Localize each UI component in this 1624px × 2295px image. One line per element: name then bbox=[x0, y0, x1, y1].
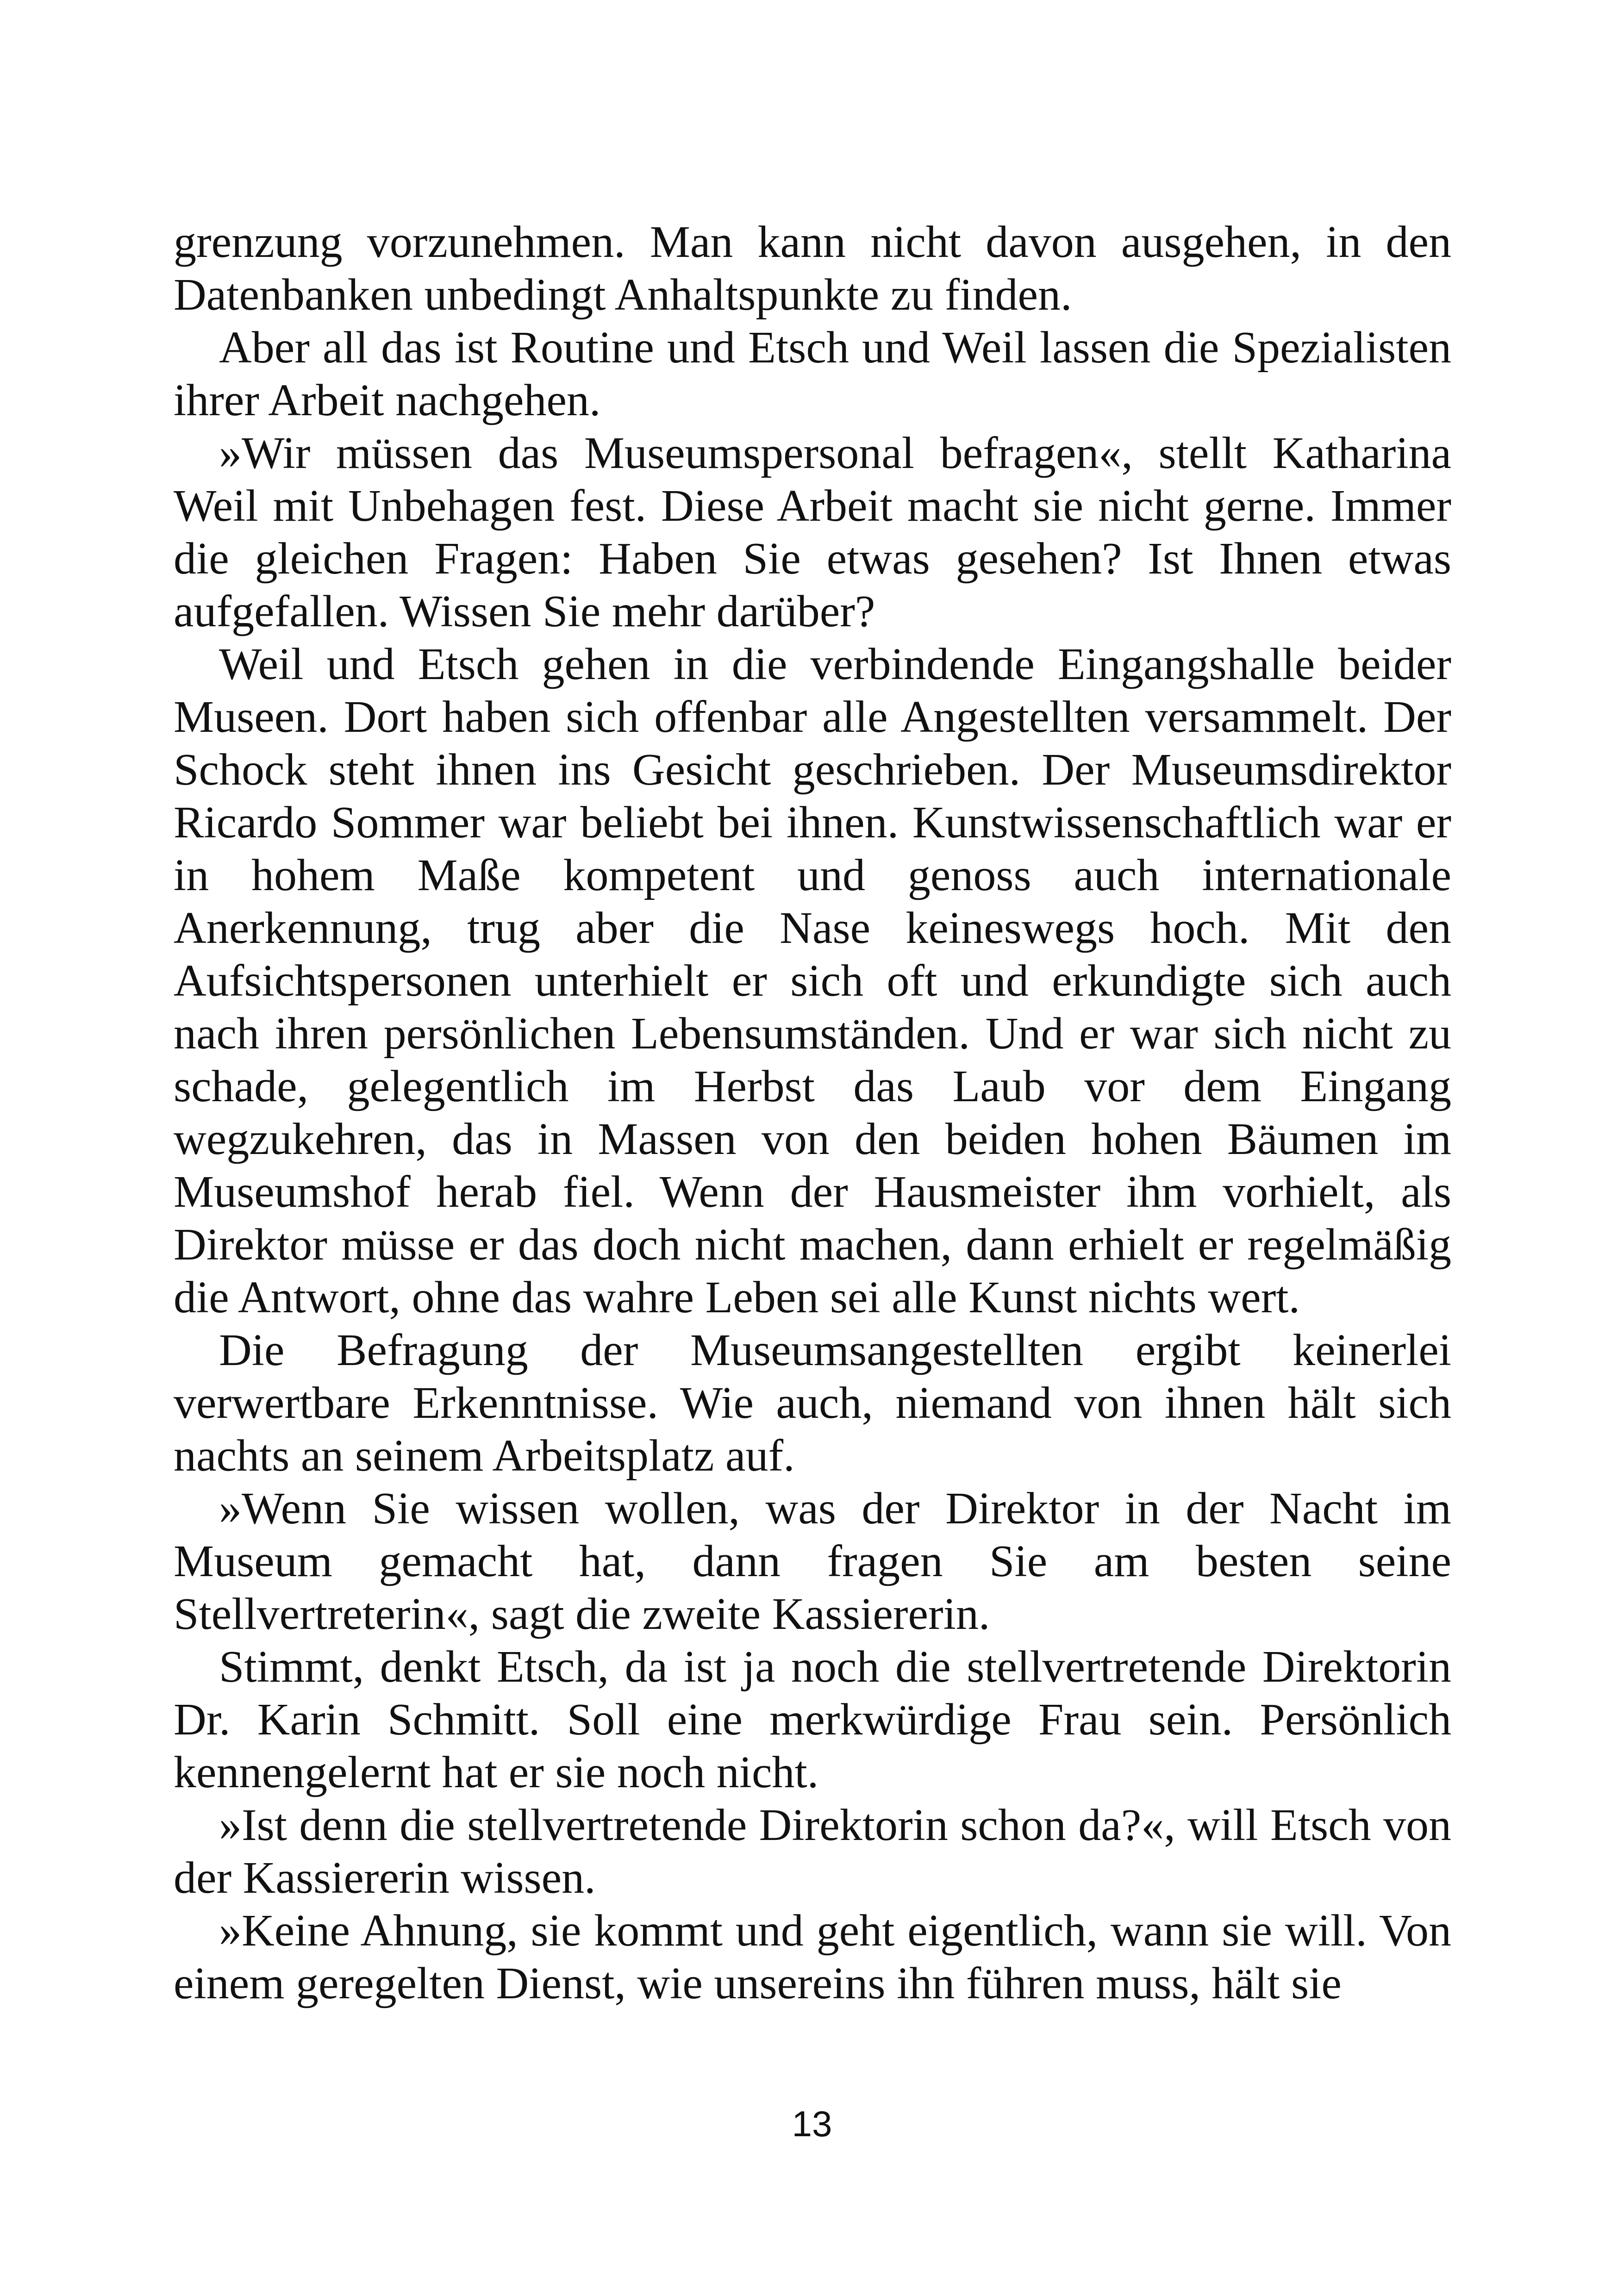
page-number: 13 bbox=[792, 2103, 832, 2144]
paragraph-9: »Keine Ahnung, sie kommt und geht eigentlich, wann sie will. Von einem geregelten Dienst, wie unsereins ihn führen muss, hält sie bbox=[174, 1906, 1451, 2008]
paragraph-3: »Wir müssen das Museumspersonal befragen«, stellt Katharina Weil mit Unbehagen fest. Diese Arbeit macht sie nicht gerne. Immer die gleichen Fragen: Haben Sie etwas gesehen? Ist Ihnen etwas aufgefallen. Wissen Sie mehr darüber? bbox=[174, 428, 1451, 636]
paragraph-4: Weil und Etsch gehen in die verbindende Eingangshalle beider Museen. Dort haben sich offenbar alle Angestellten versammelt. Der Schock steht ihnen ins Gesicht geschrieben. Der Museumsdirektor Ricardo Sommer war beliebt bei ihnen. Kunstwissenschaftlich war er in hohem Maße kompetent und genoss auch internationale Anerkennung, trug aber die Nase keineswegs hoch. Mit den Aufsichtspersonen unterhielt er sich oft und erkundigte sich auch nach ihren persönlichen Lebensumständen. Und er war sich nicht zu schade, gelegentlich im Herbst das Laub vor dem Eingang wegzukehren, das in Massen von den beiden hohen Bäumen im Museumshof herab fiel. Wenn der Hausmeister ihm vorhielt, als Direktor müsse er das doch nicht machen, dann erhielt er regelmäßig die Antwort, ohne das wahre Leben sei alle Kunst nichts wert. bbox=[174, 639, 1451, 1322]
paragraph-8: »Ist denn die stellvertretende Direktorin schon da?«, will Etsch von der Kassiererin wissen. bbox=[174, 1800, 1451, 1903]
paragraph-6: »Wenn Sie wissen wollen, was der Direktor in der Nacht im Museum gemacht hat, dann fragen Sie am besten seine Stellvertreterin«, sagt die zweite Kassiererin. bbox=[174, 1484, 1451, 1639]
paragraph-2: Aber all das ist Routine und Etsch und Weil lassen die Spezialisten ihrer Arbeit nachgehen. bbox=[174, 323, 1451, 425]
paragraph-5: Die Befragung der Museumsangestellten ergibt keinerlei verwertbare Erkenntnisse. Wie auch, niemand von ihnen hält sich nachts an seinem Arbeitsplatz auf. bbox=[174, 1325, 1451, 1481]
paragraph-7: Stimmt, denkt Etsch, da ist ja noch die stellvertretende Direktorin Dr. Karin Schmitt. Soll eine merkwürdige Frau sein. Persönlich kennengelernt hat er sie noch nicht. bbox=[174, 1642, 1451, 1797]
page-body-text bbox=[174, 216, 1451, 2010]
paragraph-1: grenzung vorzunehmen. Man kann nicht davon ausgehen, in den Datenbanken unbedingt Anhaltspunkte zu finden. bbox=[174, 217, 1451, 320]
